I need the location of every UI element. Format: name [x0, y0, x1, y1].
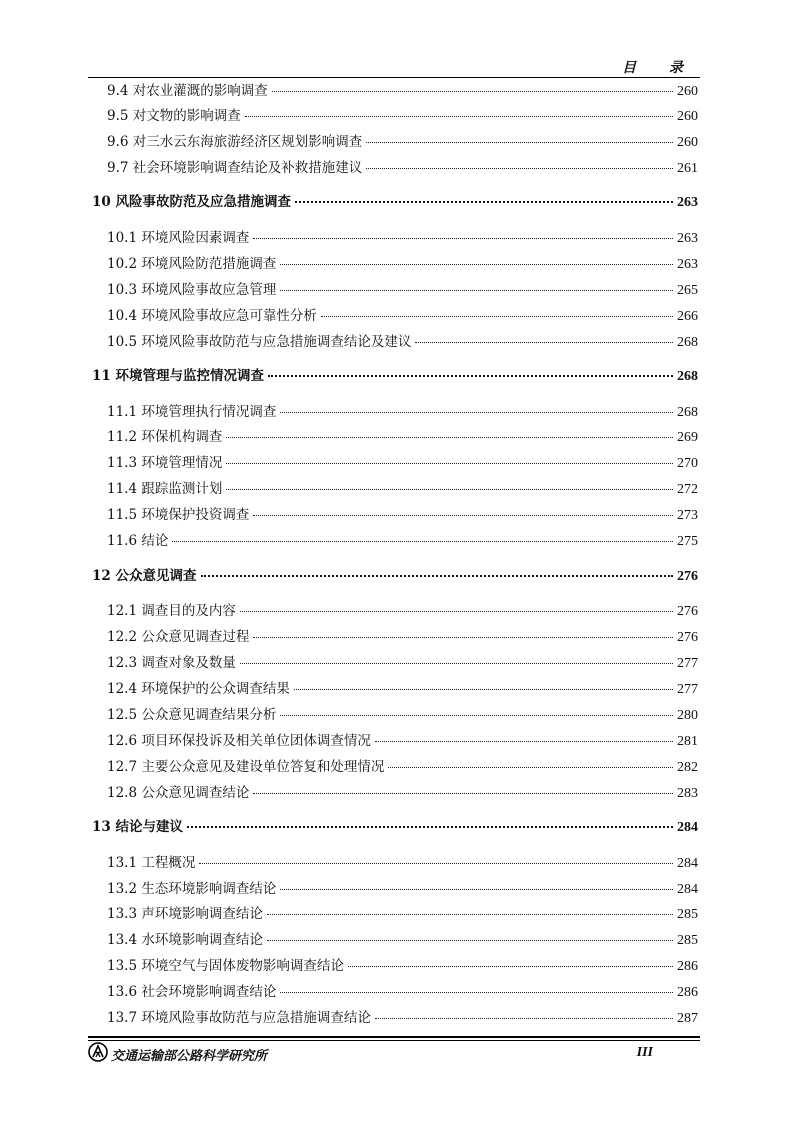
toc-entry-title: 9.5 对文物的影响调查 [107, 108, 241, 124]
toc-entry-page: 268 [677, 405, 698, 420]
toc-section-entry[interactable] [107, 279, 698, 301]
toc-entry-page: 285 [677, 933, 698, 948]
toc-dot-leader [280, 264, 673, 265]
toc-section-entry[interactable] [107, 504, 698, 526]
toc-entry-title: 10.5 环境风险事故防范与应急措施调查结论及建议 [107, 334, 412, 350]
toc-dot-leader [253, 793, 673, 794]
toc-entry-page: 284 [677, 882, 698, 897]
toc-entry-page: 284 [677, 820, 698, 835]
toc-section-entry[interactable] [107, 626, 698, 648]
toc-entry-page: 268 [677, 335, 698, 350]
toc-entry-title: 13.3 声环境影响调查结论 [107, 906, 263, 922]
toc-section-entry[interactable] [107, 730, 698, 752]
toc-dot-leader [240, 611, 673, 612]
institute-logo-icon [88, 1042, 108, 1062]
toc-entry-page: 276 [677, 569, 698, 584]
toc-section-entry[interactable] [107, 305, 698, 327]
toc-entry-page: 276 [677, 604, 698, 619]
toc-dot-leader [253, 515, 673, 516]
toc-entry-page: 263 [677, 257, 698, 272]
toc-entry-title: 10.4 环境风险事故应急可靠性分析 [107, 308, 317, 324]
toc-dot-leader [348, 966, 673, 967]
toc-entry-title: 13.7 环境风险事故防范与应急措施调查结论 [107, 1010, 371, 1026]
toc-dot-leader [226, 489, 673, 490]
page-header-title: 目 录 [622, 60, 697, 76]
toc-entry-title: 10.3 环境风险事故应急管理 [107, 282, 277, 298]
toc-section-entry[interactable] [107, 852, 698, 874]
toc-entry-title: 11.2 环保机构调查 [107, 429, 223, 445]
toc-entry-title: 13.2 生态环境影响调查结论 [107, 881, 277, 897]
toc-entry-title: 10.1 环境风险因素调查 [107, 230, 250, 246]
toc-section-entry[interactable] [107, 157, 698, 179]
toc-dot-leader [375, 1018, 673, 1019]
toc-section-entry[interactable] [107, 903, 698, 925]
toc-entry-page: 286 [677, 985, 698, 1000]
toc-entry-page: 272 [677, 482, 698, 497]
toc-section-entry[interactable] [107, 105, 698, 127]
toc-entry-page: 260 [677, 84, 698, 99]
toc-section-entry[interactable] [107, 600, 698, 622]
toc-section-entry[interactable] [107, 756, 698, 778]
toc-entry-page: 284 [677, 856, 698, 871]
toc-entry-title: 13.1 工程概况 [107, 855, 196, 871]
toc-entry-title: 12.8 公众意见调查结论 [107, 785, 250, 801]
toc-section-entry[interactable] [107, 1007, 698, 1029]
toc-section-entry[interactable] [107, 878, 698, 900]
toc-dot-leader [366, 168, 673, 169]
toc-entry-page: 276 [677, 630, 698, 645]
toc-dot-leader [388, 767, 673, 768]
toc-entry-title: 9.4 对农业灌溉的影响调查 [107, 83, 268, 99]
toc-entry-page: 280 [677, 708, 698, 723]
footer-rule-thin [88, 1040, 700, 1041]
toc-entry-title: 12.7 主要公众意见及建设单位答复和处理情况 [107, 759, 385, 775]
toc-entry-page: 283 [677, 786, 698, 801]
footer-page-number: III [636, 1045, 653, 1060]
toc-section-entry[interactable] [107, 478, 698, 500]
toc-section-entry[interactable] [107, 678, 698, 700]
toc-entry-page: 287 [677, 1011, 698, 1026]
toc-entry-page: 277 [677, 656, 698, 671]
toc-dot-leader [321, 316, 673, 317]
toc-entry-page: 266 [677, 309, 698, 324]
toc-section-entry[interactable] [107, 704, 698, 726]
toc-dot-leader [226, 437, 673, 438]
toc-entry-title: 12.6 项目环保投诉及相关单位团体调查情况 [107, 733, 371, 749]
toc-entry-title: 9.7 社会环境影响调查结论及补救措施建议 [107, 160, 363, 176]
toc-dot-leader [366, 142, 673, 143]
toc-entry-title: 13.6 社会环境影响调查结论 [107, 984, 277, 1000]
toc-entry-page: 281 [677, 734, 698, 749]
toc-chapter-entry[interactable] [92, 191, 698, 213]
toc-entry-page: 275 [677, 534, 698, 549]
toc-entry-title: 12.2 公众意见调查过程 [107, 629, 250, 645]
footer-organization: 交通运输部公路科学研究所 [111, 1049, 268, 1064]
toc-entry-page: 261 [677, 161, 698, 176]
toc-dot-leader [199, 863, 673, 864]
toc-dot-leader [280, 889, 673, 890]
toc-chapter-entry[interactable] [92, 565, 698, 587]
footer-rule-thick [88, 1036, 700, 1038]
toc-dot-leader [245, 116, 673, 117]
toc-dot-leader [280, 992, 673, 993]
toc-entry-page: 260 [677, 135, 698, 150]
toc-chapter-entry[interactable] [92, 365, 698, 387]
toc-entry-page: 273 [677, 508, 698, 523]
toc-entry-page: 286 [677, 959, 698, 974]
toc-section-entry[interactable] [107, 401, 698, 423]
toc-section-entry[interactable] [107, 80, 698, 102]
toc-entry-page: 260 [677, 109, 698, 124]
toc-dot-leader [240, 663, 673, 664]
toc-dot-leader [267, 940, 673, 941]
toc-entry-title: 12.5 公众意见调查结果分析 [107, 707, 277, 723]
toc-section-entry[interactable] [107, 227, 698, 249]
toc-dot-leader [272, 91, 673, 92]
toc-dot-leader [187, 826, 673, 828]
toc-entry-page: 263 [677, 195, 698, 210]
toc-entry-title: 13.5 环境空气与固体废物影响调查结论 [107, 958, 344, 974]
toc-dot-leader [201, 575, 674, 577]
toc-dot-leader [280, 715, 673, 716]
toc-entry-title: 9.6 对三水云东海旅游经济区规划影响调查 [107, 134, 363, 150]
toc-section-entry[interactable] [107, 981, 698, 1003]
toc-dot-leader [415, 342, 673, 343]
toc-dot-leader [375, 741, 673, 742]
toc-entry-title: 12.1 调查目的及内容 [107, 603, 236, 619]
toc-section-entry[interactable] [107, 452, 698, 474]
toc-dot-leader [268, 375, 673, 377]
toc-section-entry[interactable] [107, 530, 698, 552]
toc-dot-leader [253, 238, 673, 239]
toc-entry-page: 268 [677, 369, 698, 384]
toc-entry-title: 11.5 环境保护投资调查 [107, 507, 250, 523]
toc-dot-leader [172, 541, 673, 542]
toc-dot-leader [226, 463, 673, 464]
toc-entry-title: 13.4 水环境影响调查结论 [107, 932, 263, 948]
header-rule [88, 77, 700, 78]
toc-section-entry[interactable] [107, 929, 698, 951]
toc-entry-title: 12.3 调查对象及数量 [107, 655, 236, 671]
toc-entry-title: 11.6 结论 [107, 533, 169, 549]
toc-entry-page: 282 [677, 760, 698, 775]
toc-entry-page: 285 [677, 907, 698, 922]
toc-entry-page: 263 [677, 231, 698, 246]
toc-entry-title: 11.3 环境管理情况 [107, 455, 223, 471]
toc-dot-leader [267, 914, 673, 915]
toc-entry-title: 13 结论与建议 [92, 819, 183, 835]
toc-dot-leader [294, 689, 673, 690]
toc-entry-title: 12 公众意见调查 [92, 568, 197, 584]
toc-entry-page: 270 [677, 456, 698, 471]
toc-section-entry[interactable] [107, 331, 698, 353]
toc-entry-title: 10 风险事故防范及应急措施调查 [92, 194, 291, 210]
toc-dot-leader [280, 290, 673, 291]
toc-entry-title: 11.1 环境管理执行情况调查 [107, 404, 277, 420]
toc-entry-title: 11 环境管理与监控情况调查 [92, 368, 264, 384]
toc-entry-title: 11.4 跟踪监测计划 [107, 481, 223, 497]
toc-entry-title: 10.2 环境风险防范措施调查 [107, 256, 277, 272]
toc-section-entry[interactable] [107, 652, 698, 674]
toc-dot-leader [295, 201, 673, 203]
toc-dot-leader [253, 637, 673, 638]
toc-section-entry[interactable] [107, 426, 698, 448]
toc-section-entry[interactable] [107, 131, 698, 153]
toc-entry-title: 12.4 环境保护的公众调查结果 [107, 681, 290, 697]
toc-entry-page: 265 [677, 283, 698, 298]
toc-entry-page: 277 [677, 682, 698, 697]
toc-entry-page: 269 [677, 430, 698, 445]
toc-section-entry[interactable] [107, 782, 698, 804]
toc-section-entry[interactable] [107, 955, 698, 977]
toc-dot-leader [280, 412, 673, 413]
toc-chapter-entry[interactable] [92, 816, 698, 838]
toc-section-entry[interactable] [107, 253, 698, 275]
